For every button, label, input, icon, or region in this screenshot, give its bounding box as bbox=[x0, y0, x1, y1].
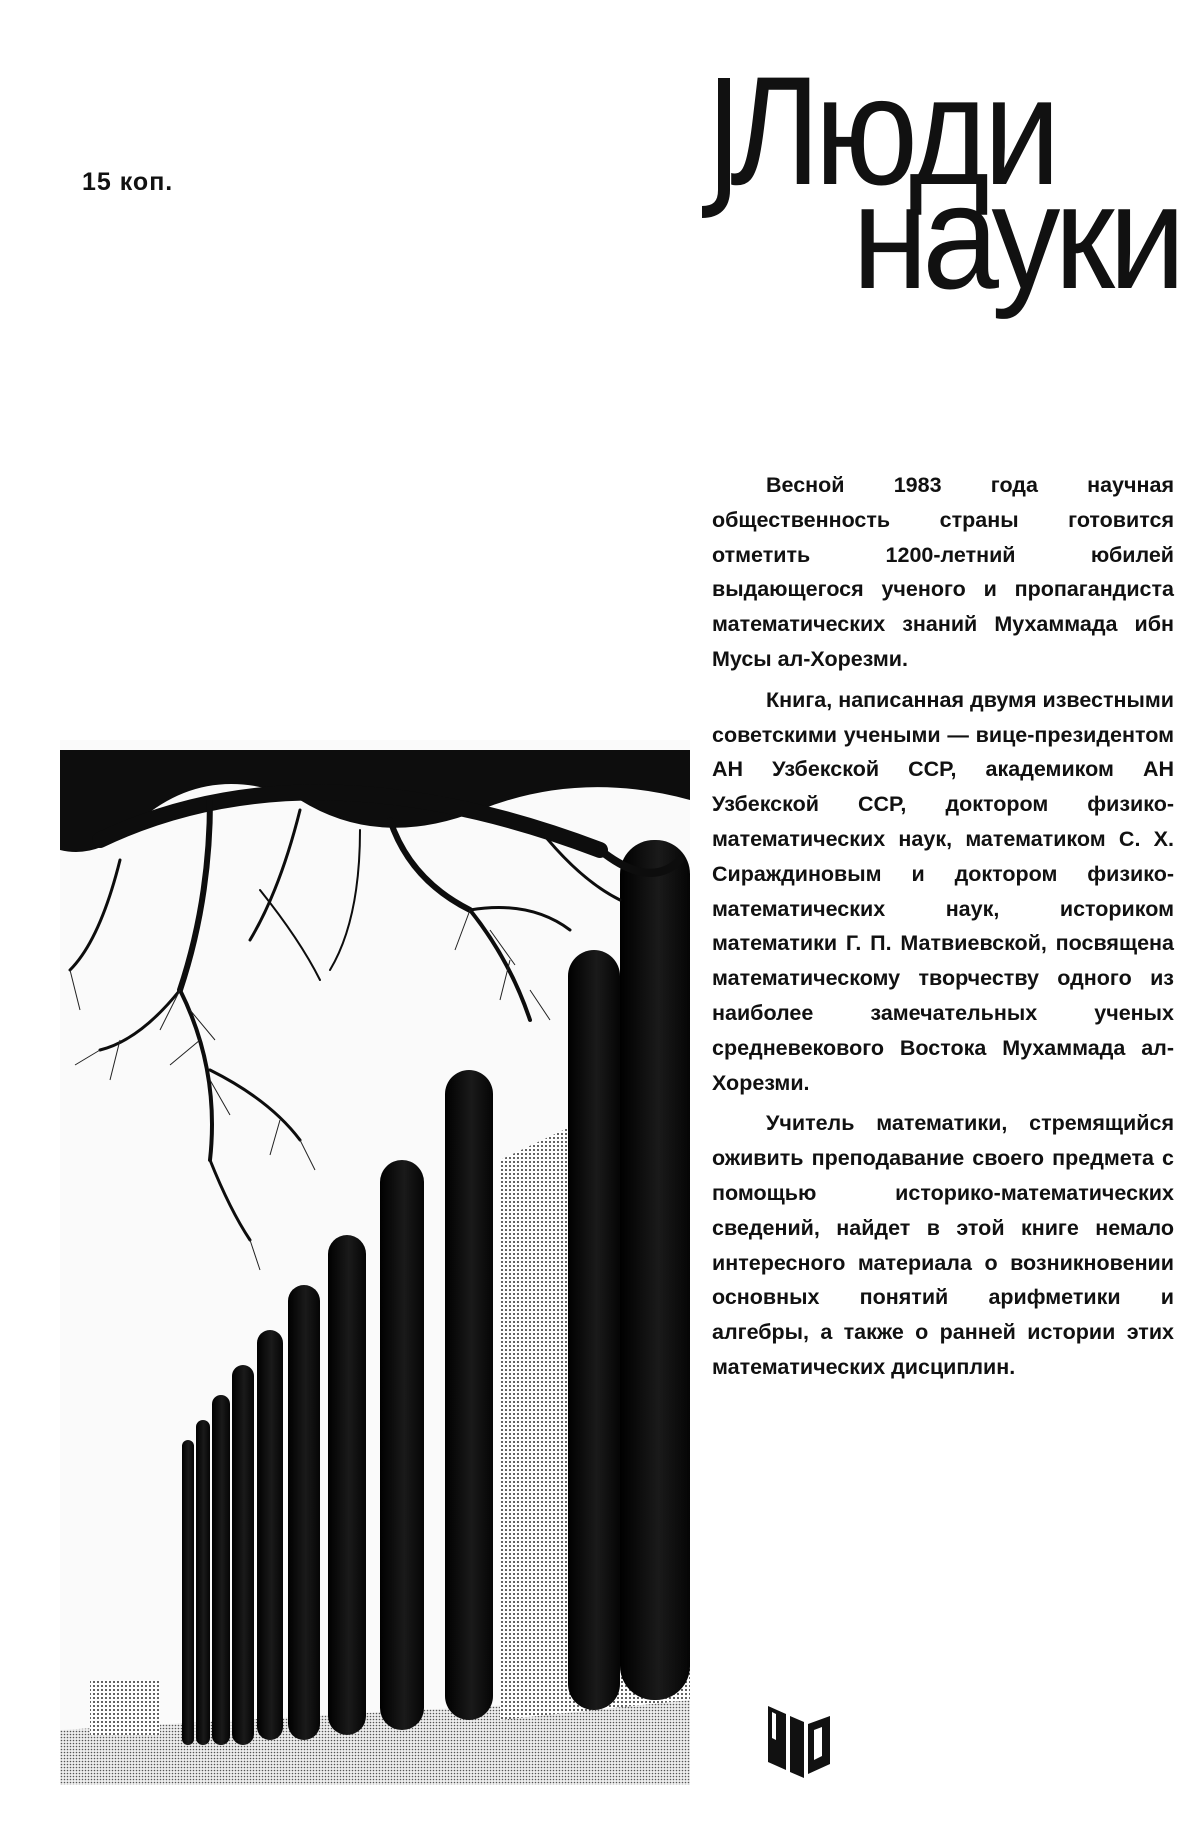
price-label: 15 коп. bbox=[82, 168, 174, 196]
title-hook-mark bbox=[702, 78, 724, 212]
annotation-paragraph: Учитель математики, стремящийся оживить преподавание своего предмета с помощью историко-математических сведений, найдет в этой книге немало интересного материала о возникновении основных понятий арифметики и алгебры, а также о ранней истории этих математических дисциплин. bbox=[712, 1111, 1174, 1379]
series-title-line1: Люди bbox=[730, 44, 1055, 218]
publisher-logo-icon bbox=[764, 1700, 834, 1780]
annotation-paragraph: Книга, написанная двумя известными советскими учеными — вице-президентом АН Узбекской ССР, академиком АН Узбекской ССР, доктором физико-математических наук, математиком С. Х. Сираждиновым и доктором физико-математических наук, историком математики Г. П. Матвиевской, посвящена математическому творчеству одного из наиболее замечательных ученых средневекового Востока Мухаммада ал-Хорезми. bbox=[712, 687, 1174, 1095]
annotation-paragraph: Весной 1983 года научная общественность страны готовится отметить 1200-летний юбилей выдающегося ученого и пропагандиста математических знаний Мухаммада ибн Мусы ал-Хорезми. bbox=[712, 473, 1174, 671]
arcade-columns-photo bbox=[60, 740, 690, 1785]
annotation-text bbox=[712, 468, 1174, 1391]
series-title-svg bbox=[0, 0, 1200, 330]
series-title bbox=[0, 0, 1200, 330]
series-title-line2: науки bbox=[852, 154, 1180, 321]
